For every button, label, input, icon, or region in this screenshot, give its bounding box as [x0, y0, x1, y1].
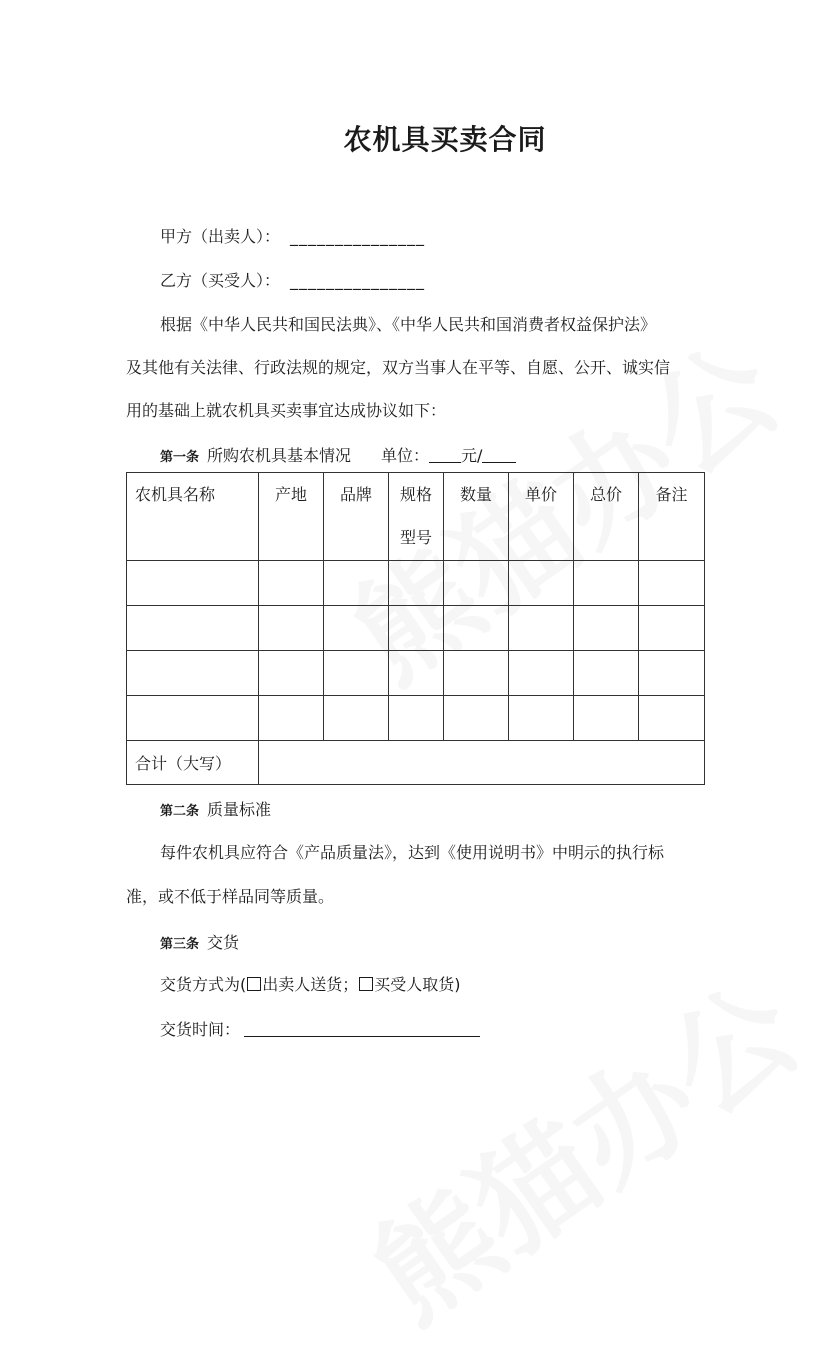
table-cell[interactable] [127, 606, 259, 651]
table-header-cell: 备注 [639, 473, 705, 561]
table-cell[interactable] [509, 561, 574, 606]
table-cell[interactable] [389, 561, 444, 606]
quality-text-line: 每件农机具应符合《产品质量法》，达到《使用说明书》中明示的执行标 [160, 843, 665, 862]
table-cell[interactable] [639, 696, 705, 741]
article-number: 第一条 [160, 450, 200, 465]
table-cell[interactable] [509, 606, 574, 651]
checkbox-icon[interactable] [247, 977, 261, 991]
delivery-option-seller: 出卖人送货； [262, 975, 359, 994]
table-cell[interactable] [324, 561, 389, 606]
intro-line: 用的基础上就农机具买卖事宜达成协议如下： [126, 401, 447, 420]
table-cell[interactable] [444, 651, 509, 696]
table-cell[interactable] [324, 606, 389, 651]
intro-line: 根据《中华人民共和国民法典》、《中华人民共和国消费者权益保护法》 [160, 315, 657, 334]
table-header-cell: 产地 [259, 473, 324, 561]
table-cell[interactable] [389, 651, 444, 696]
table-cell[interactable] [444, 696, 509, 741]
party-a-line [160, 224, 425, 247]
delivery-method-prefix: 交货方式为( [160, 975, 247, 994]
table-header-cell: 单价 [509, 473, 574, 561]
table-row [127, 561, 705, 606]
delivery-time-blank[interactable] [244, 1022, 480, 1037]
table-header-cell: 总价 [574, 473, 639, 561]
table-cell[interactable] [324, 696, 389, 741]
table-cell[interactable] [639, 651, 705, 696]
table-cell[interactable] [127, 651, 259, 696]
article-2-heading [160, 797, 271, 820]
checkbox-icon[interactable] [359, 977, 373, 991]
watermark [334, 938, 826, 1354]
table-cell[interactable] [389, 696, 444, 741]
table-cell[interactable] [259, 696, 324, 741]
table-cell[interactable] [574, 651, 639, 696]
table-cell[interactable] [574, 561, 639, 606]
table-cell[interactable] [639, 561, 705, 606]
party-b-label: 乙方（买受人）： [160, 271, 281, 290]
total-label-cell: 合计（大写） [127, 741, 259, 785]
table-cell[interactable] [639, 606, 705, 651]
table-cell[interactable] [509, 651, 574, 696]
quality-text-line: 准，或不低于样品同等质量。 [126, 887, 335, 906]
party-a-label: 甲方（出卖人）： [160, 227, 281, 246]
table-row [127, 651, 705, 696]
table-cell[interactable] [574, 606, 639, 651]
table-header-row [127, 473, 705, 561]
party-a-blank: _______________ [290, 227, 426, 246]
goods-table [126, 472, 705, 785]
article-3-heading [160, 930, 239, 953]
delivery-time-label: 交货时间： [160, 1020, 241, 1039]
article-number: 第二条 [160, 804, 200, 819]
article-title: 质量标准 [207, 800, 272, 819]
table-row [127, 606, 705, 651]
table-header-cell: 农机具名称 [127, 473, 259, 561]
total-value-cell[interactable] [259, 741, 705, 785]
table-cell[interactable] [509, 696, 574, 741]
party-b-line [160, 268, 425, 291]
delivery-time-line [160, 1017, 480, 1040]
article-number: 第三条 [160, 937, 200, 952]
table-header-cell: 规格型号 [389, 473, 444, 561]
document-title: 农机具买卖合同 [343, 123, 547, 156]
table-header-cell: 品牌 [324, 473, 389, 561]
table-cell[interactable] [127, 561, 259, 606]
unit-mid: 元/ [461, 446, 483, 465]
table-cell[interactable] [324, 651, 389, 696]
party-b-blank: _______________ [290, 271, 426, 290]
article-title: 所购农机具基本情况 [207, 446, 352, 465]
unit-label: 单位： [381, 446, 430, 465]
table-header-cell: 数量 [444, 473, 509, 561]
table-cell[interactable] [574, 696, 639, 741]
table-cell[interactable] [259, 651, 324, 696]
table-cell[interactable] [389, 606, 444, 651]
intro-line: 及其他有关法律、行政法规的规定，双方当事人在平等、自愿、公开、诚实信 [126, 358, 671, 377]
table-row [127, 696, 705, 741]
table-cell[interactable] [259, 561, 324, 606]
article-title: 交货 [207, 933, 240, 952]
table-cell[interactable] [444, 561, 509, 606]
delivery-option-buyer: 买受人取货) [374, 975, 461, 994]
table-cell[interactable] [444, 606, 509, 651]
table-cell[interactable] [127, 696, 259, 741]
delivery-method-line [160, 972, 461, 995]
table-cell[interactable] [259, 606, 324, 651]
table-total-row [127, 741, 705, 785]
